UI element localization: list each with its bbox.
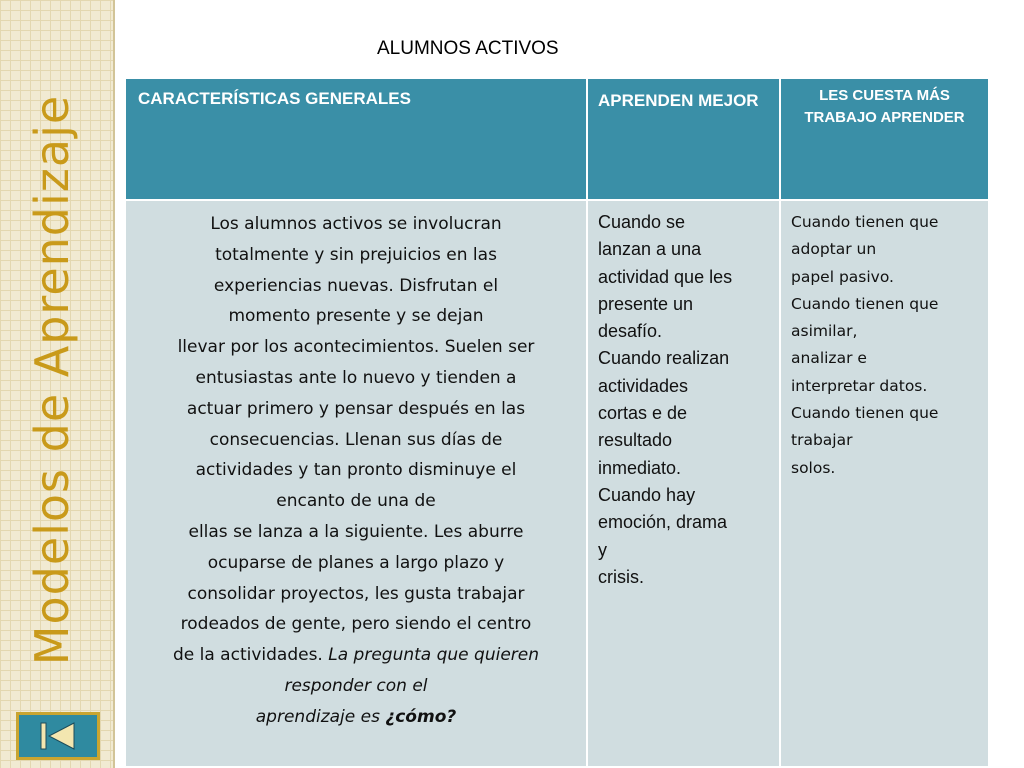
text-line: papel pasivo. [791, 267, 894, 286]
text-line: trabajar [791, 431, 853, 450]
text-line: cortas e de [598, 403, 688, 424]
first-slide-icon [36, 719, 80, 753]
text-line: actividades [598, 375, 689, 396]
text-line: resultado [598, 430, 673, 451]
text-line: actuar primero y pensar después en las [186, 398, 526, 419]
text-italic: aprendizaje es [255, 706, 386, 727]
cell-les-cuesta [780, 200, 989, 767]
table-header-row [125, 78, 989, 200]
text-line: consecuencias. Llenan sus días de [209, 429, 503, 450]
text-italic: La pregunta que quieren [328, 645, 540, 666]
text-line: solos. [791, 458, 836, 477]
sidebar [0, 0, 115, 768]
text-line-italic: responder con el [284, 675, 428, 696]
text-line: llevar por los acontecimientos. Suelen ser [177, 337, 535, 358]
cell-caracteristicas [125, 200, 587, 767]
header-les-cuesta: LES CUESTA MÁS TRABAJO APRENDER [780, 78, 989, 200]
text-line-mixed [134, 640, 578, 671]
text-line: Cuando se [598, 212, 686, 232]
text-line: inmediato. [598, 457, 682, 478]
text-line: entusiastas ante lo nuevo y tienden a [195, 367, 517, 388]
text-line: ocuparse de planes a largo plazo y [207, 552, 505, 573]
text-line: rodeados de gente, pero siendo el centro [180, 614, 532, 635]
text-line: asimilar, [791, 322, 858, 341]
text-line: desafío. [598, 321, 663, 342]
text-line: lanzan a una [598, 239, 702, 260]
text-line: analizar e [791, 349, 867, 368]
table-row [125, 200, 989, 767]
text-line: totalmente y sin prejuicios en las [215, 244, 497, 265]
text-line-mixed [134, 702, 578, 733]
cell-aprenden-mejor [587, 200, 780, 767]
text-line: experiencias nuevas. Disfrutan el [213, 275, 499, 296]
text-line: consolidar proyectos, les gusta trabajar [187, 583, 525, 604]
text-line: ellas se lanza a la siguiente. Les aburre [188, 521, 524, 542]
text-line: momento presente y se dejan [228, 306, 484, 327]
text-line: presente un [598, 293, 694, 314]
text-line: Cuando tienen que [791, 404, 939, 423]
learning-styles-table [124, 77, 990, 768]
text-line: Cuando realizan [598, 348, 730, 369]
page-title: ALUMNOS ACTIVOS [377, 38, 559, 59]
text-line: adoptar un [791, 240, 877, 259]
text-line: Cuando hay [598, 484, 696, 505]
first-slide-button[interactable] [16, 712, 100, 760]
text-line: y [598, 539, 607, 560]
text-line: Cuando tienen que [791, 213, 939, 231]
text-line: Los alumnos activos se involucran [210, 214, 502, 234]
text-plain: de la actividades. [172, 645, 329, 666]
header-aprenden-mejor: APRENDEN MEJOR [587, 78, 780, 200]
text-line: crisis. [598, 566, 644, 587]
question-emphasis: ¿cómo? [385, 706, 457, 727]
text-line: actividad que les [598, 266, 733, 287]
text-line: emoción, drama [598, 512, 728, 533]
text-line: interpretar datos. [791, 376, 928, 395]
text-line: encanto de una de [276, 491, 436, 512]
text-line: actividades y tan pronto disminuye el [195, 460, 517, 481]
sidebar-title: Modelos de Aprendizaje [25, 94, 79, 666]
header-caracteristicas: CARACTERÍSTICAS GENERALES [125, 78, 587, 200]
text-line: Cuando tienen que [791, 294, 939, 313]
